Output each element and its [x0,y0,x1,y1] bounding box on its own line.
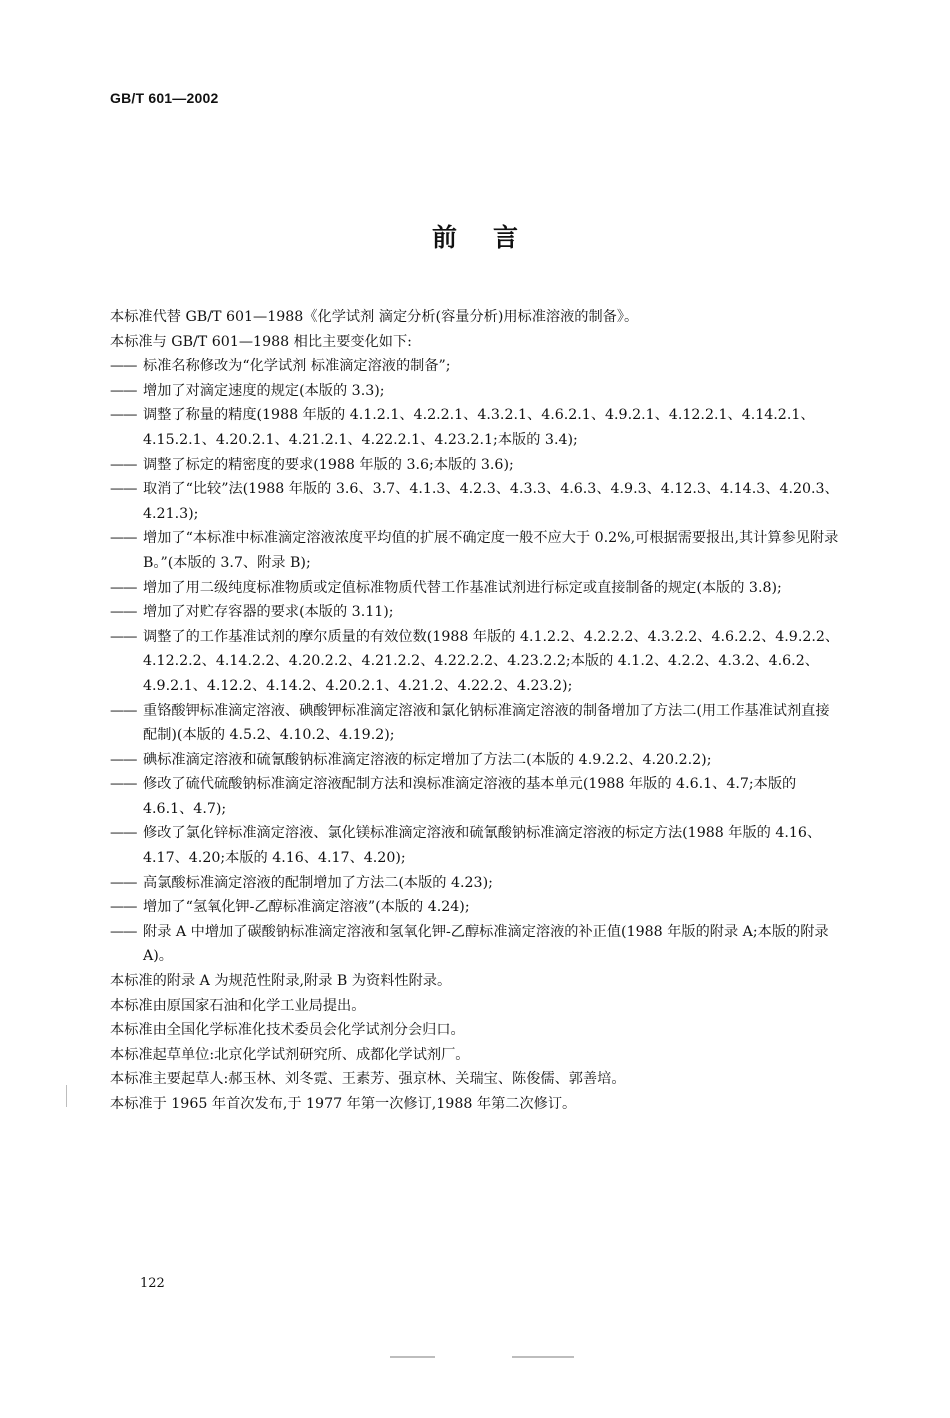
closing-paragraph: 本标准起草单位:北京化学试剂研究所、成都化学试剂厂。 [110,1046,470,1063]
page-number: 122 [140,1276,165,1291]
scan-speck [66,1085,67,1107]
change-item: —— 修改了硫代硫酸钠标准滴定溶液配制方法和溴标准滴定溶液的基本单元(1988 年版的 4.6.1、4.7;本版的 4.6.1、4.7); [110,776,797,817]
standard-code: GB/T 601—2002 [110,90,219,106]
change-item: —— 附录 A 中增加了碳酸钠标准滴定溶液和氢氧化钾-乙醇标准滴定溶液的补正值(1988 年版的附录 A;本版的附录 A)。 [110,923,829,965]
closing-paragraph: 本标准由原国家石油和化学工业局提出。 [110,997,366,1014]
change-item: —— 标准名称修改为“化学试剂 标准滴定溶液的制备”; [110,358,451,375]
scan-speck [512,1356,574,1358]
change-item: —— 增加了“本标准中标准滴定溶液浓度平均值的扩展不确定度一般不应大于 0.2%,可根据需要报出,其计算参见附录 B。”(本版的 3.7、附录 B); [110,530,839,571]
intro-paragraph: 本标准代替 GB/T 601—1988《化学试剂 滴定分析(容量分析)用标准溶液的制备》。 [110,309,639,325]
change-item: —— 碘标准滴定溶液和硫氰酸钠标准滴定溶液的标定增加了方法二(本版的 4.9.2.2、4.20.2.2); [110,751,712,768]
change-item: —— 增加了用二级纯度标准物质或定值标准物质代替工作基准试剂进行标定或直接制备的规定(本版的 3.8); [110,579,782,596]
closing-paragraph: 本标准主要起草人:郝玉林、刘冬霓、王素芳、强京林、关瑞宝、陈俊儒、郭善培。 [110,1071,626,1088]
closing-paragraph: 本标准于 1965 年首次发布,于 1977 年第一次修订,1988 年第二次修订。 [110,1096,577,1112]
change-item: —— 修改了氯化锌标准滴定溶液、氯化镁标准滴定溶液和硫氰酸钠标准滴定溶液的标定方法(1988 年版的 4.16、4.17、4.20;本版的 4.16、4.17、4.20); [110,825,822,867]
changes-list [110,354,840,969]
closing-paragraph: 本标准由全国化学标准化技术委员会化学试剂分会归口。 [110,1022,465,1039]
foreword-body [110,305,840,1117]
scan-noise-dots [66,1085,574,1358]
intro-paragraph: 本标准与 GB/T 601—1988 相比主要变化如下: [110,333,412,350]
change-item: —— 调整了的工作基准试剂的摩尔质量的有效位数(1988 年版的 4.1.2.2、4.2.2.2、4.3.2.2、4.6.2.2、4.9.2.2、4.12.2.2、4.14.2.2、4.20.2.2、4.21.2.2、4.22.2.2、4.23.2.2;本版的 4.1.2、4.2.2、4.3.2、4.6.2、4.9.2.1、4.12.2、4.14.2、4.20.2.1、4.21.2、4.22.2、4.23.2); [110,628,840,694]
scan-speck [390,1356,435,1358]
change-item: —— 调整了标定的精密度的要求(1988 年版的 3.6;本版的 3.6); [110,456,514,473]
change-item: —— 重铬酸钾标准滴定溶液、碘酸钾标准滴定溶液和氯化钠标准滴定溶液的制备增加了方法二(用工作基准试剂直接配制)(本版的 4.5.2、4.10.2、4.19.2); [110,702,830,744]
change-item: —— 高氯酸标准滴定溶液的配制增加了方法二(本版的 4.23); [110,874,493,891]
change-item: —— 增加了“氢氧化钾-乙醇标准滴定溶液”(本版的 4.24); [110,899,470,916]
change-item: —— 取消了“比较”法(1988 年版的 3.6、3.7、4.1.3、4.2.3、4.3.3、4.6.3、4.9.3、4.12.3、4.14.3、4.20.3、4.21.3); [110,481,839,522]
change-item: —— 增加了对贮存容器的要求(本版的 3.11); [110,604,394,621]
change-item: —— 增加了对滴定速度的规定(本版的 3.3); [110,382,385,399]
page-title: 前言 [431,223,554,252]
closing-paragraph: 本标准的附录 A 为规范性附录,附录 B 为资料性附录。 [110,973,452,990]
change-item: —— 调整了称量的精度(1988 年版的 4.1.2.1、4.2.2.1、4.3.2.1、4.6.2.1、4.9.2.1、4.12.2.1、4.14.2.1、4.15.2.1、4.20.2.1、4.21.2.1、4.22.2.1、4.23.2.1;本版的 3.4); [110,407,815,448]
